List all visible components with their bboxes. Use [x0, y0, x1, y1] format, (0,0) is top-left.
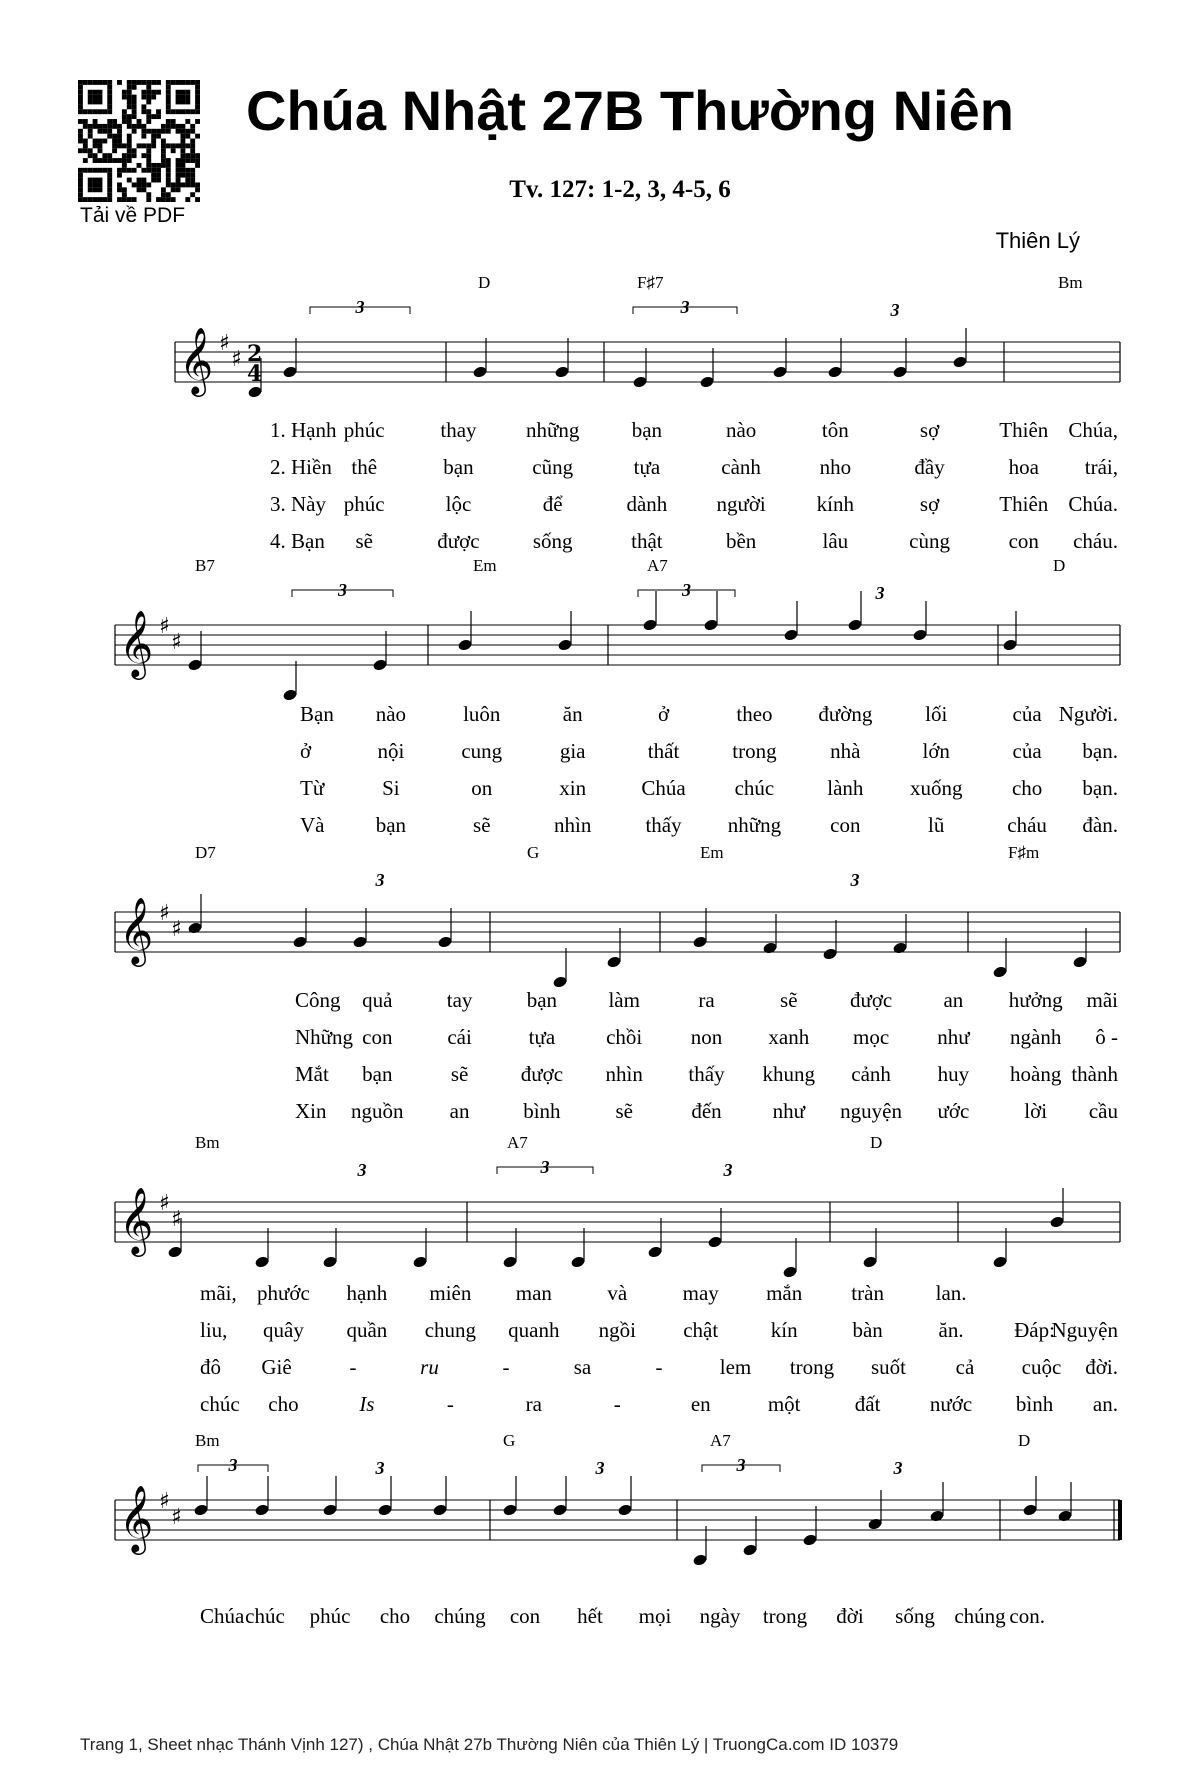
lyric-syllable: con: [362, 1025, 393, 1049]
lyric-syllable: đầy: [914, 455, 945, 479]
triplet-number: 3: [595, 1458, 605, 1478]
triplet-number: 3: [723, 1160, 733, 1180]
lyric-syllable: ra: [525, 1392, 542, 1416]
lyric-syllable: nhìn: [605, 1062, 643, 1086]
lyric-syllable: dành: [626, 492, 668, 516]
lyric-syllable: nào: [725, 418, 757, 442]
lyric-syllable: Và: [300, 813, 325, 837]
lyric-syllable: thấy: [645, 813, 682, 837]
lyric-syllable: nguyện: [840, 1099, 903, 1123]
lyric-syllable: đến: [691, 1099, 722, 1123]
lyric-syllable: en: [690, 1392, 711, 1416]
lyric-syllable: tay: [446, 988, 473, 1012]
lyric-syllable: con: [1008, 529, 1039, 553]
lyric-syllable: may: [682, 1281, 719, 1305]
triplet-number: 3: [375, 1458, 385, 1478]
lyric-syllable: chúc: [734, 776, 775, 800]
lyric-syllable: bàn: [852, 1318, 883, 1342]
lyric-syllable: -: [613, 1392, 621, 1416]
chord-symbol: A7: [710, 1431, 731, 1450]
lyric-syllable: ở: [658, 702, 670, 726]
lyric-syllable: -: [655, 1355, 663, 1379]
lyric-syllable: chung: [424, 1318, 477, 1342]
lyric-syllable: cũng: [532, 455, 574, 479]
treble-clef-icon: 𝄞: [119, 609, 154, 677]
lyric-syllable: luôn: [463, 702, 501, 726]
music-system-1: [175, 273, 1120, 553]
lyric-syllable: thấy: [688, 1062, 725, 1086]
triplet-number: 3: [850, 870, 860, 890]
lyric-syllable: theo: [736, 702, 773, 726]
lyric-syllable: Công: [295, 988, 341, 1012]
lyric-syllable: cho: [268, 1392, 299, 1416]
triplet-number: 3: [228, 1455, 238, 1475]
lyric-syllable: trong: [789, 1355, 835, 1379]
lyric-syllable: nước: [929, 1392, 973, 1416]
lyric-syllable: Is: [359, 1392, 375, 1416]
sharp-icon: ♯: [159, 1191, 170, 1216]
lyric-syllable: ngành: [1010, 1025, 1062, 1049]
music-system-4: [115, 1133, 1120, 1416]
lyric-syllable: Từ: [300, 776, 325, 800]
lyric-syllable: Nguyện: [1051, 1318, 1118, 1342]
lyric-syllable: đời.: [1085, 1355, 1118, 1379]
lyric-syllable: người: [716, 492, 766, 516]
lyric-syllable: non: [690, 1025, 723, 1049]
lyric-syllable: tựa: [633, 455, 661, 479]
chord-symbol: B7: [195, 556, 215, 575]
chord-symbol: D: [1018, 1431, 1031, 1450]
lyric-syllable: bạn: [631, 418, 663, 442]
lyric-syllable: hết: [577, 1604, 603, 1628]
lyric-syllable: đường: [818, 702, 873, 726]
lyric-syllable: ô -: [1095, 1025, 1118, 1049]
lyric-syllable: quây: [263, 1318, 304, 1342]
lyric-syllable: trong: [732, 739, 777, 763]
lyric-syllable: chúc: [245, 1604, 285, 1628]
lyric-syllable: bạn: [526, 988, 558, 1012]
lyric-syllable: an: [943, 988, 964, 1012]
lyric-syllable: làm: [608, 988, 640, 1012]
lyric-syllable: chúng: [954, 1604, 1006, 1628]
triplet-number: 3: [680, 297, 690, 317]
lyric-syllable: cung: [461, 739, 503, 763]
chord-symbol: Em: [473, 556, 497, 575]
lyric-syllable: kính: [816, 492, 855, 516]
sharp-icon: ♯: [159, 901, 170, 926]
lyric-syllable: lũ: [928, 813, 945, 837]
triplet-number: 3: [682, 580, 691, 600]
lyric-syllable: nhìn: [553, 813, 592, 837]
lyric-syllable: trong: [762, 1604, 808, 1628]
treble-clef-icon: 𝄞: [119, 1484, 154, 1552]
lyric-syllable: bình: [523, 1099, 561, 1123]
lyric-syllable: nguồn: [351, 1099, 404, 1123]
lyric-syllable: chúc: [200, 1392, 240, 1416]
sharp-icon: ♯: [219, 331, 230, 356]
lyric-syllable: sợ: [919, 418, 940, 442]
lyric-syllable: để: [542, 492, 563, 516]
triplet-number: 3: [357, 1160, 367, 1180]
lyric-syllable: ăn: [562, 702, 583, 726]
lyric-syllable: đất: [854, 1392, 881, 1416]
lyric-syllable: sống: [532, 529, 573, 553]
chord-symbol: G: [503, 1431, 516, 1450]
lyric-syllable: -: [446, 1392, 454, 1416]
lyric-syllable: cành: [721, 455, 761, 479]
lyric-syllable: phước: [257, 1281, 310, 1305]
chord-symbol: D: [478, 273, 491, 292]
lyric-syllable: nội: [377, 739, 405, 763]
chord-symbol: Bm: [1058, 273, 1083, 292]
lyric-syllable: Chúa: [200, 1604, 245, 1628]
lyric-syllable: sẽ: [355, 529, 373, 553]
lyric-syllable: cháu: [1007, 813, 1047, 837]
time-signature-top: 2: [247, 341, 263, 367]
lyric-syllable: hoa: [1008, 455, 1039, 479]
lyric-syllable: con: [509, 1604, 541, 1628]
lyric-syllable: phúc: [309, 1604, 351, 1628]
triplet-number: 3: [338, 580, 347, 600]
lyric-syllable: ra: [698, 988, 715, 1012]
chord-symbol: A7: [647, 556, 668, 575]
psalm-reference: Tv. 127: 1-2, 3, 4-5, 6: [509, 176, 731, 203]
lyric-syllable: con.: [1009, 1604, 1045, 1628]
lyric-syllable: an.: [1092, 1392, 1118, 1416]
lyric-syllable: mọc: [853, 1025, 890, 1049]
page-title: Chúa Nhật 27B Thường Niên: [246, 79, 1014, 142]
lyric-syllable: ăn.: [938, 1318, 964, 1342]
sharp-icon: ♯: [171, 1505, 182, 1530]
lyric-syllable: và: [607, 1281, 628, 1305]
lyric-syllable: hưởng: [1008, 988, 1063, 1012]
lyric-syllable: kín: [770, 1318, 798, 1342]
lyric-syllable: mọi: [638, 1604, 672, 1628]
lyric-syllable: gia: [559, 739, 586, 763]
lyric-syllable: cầu: [1088, 1099, 1118, 1123]
lyric-syllable: thất: [647, 739, 680, 763]
treble-clef-icon: 𝄞: [119, 1186, 154, 1254]
lyric-syllable: 2. Hiền: [270, 455, 332, 479]
sharp-icon: ♯: [171, 917, 182, 942]
lyric-syllable: Đáp:: [1014, 1318, 1055, 1342]
lyric-syllable: phúc: [343, 492, 385, 516]
lyric-syllable: 4. Bạn: [270, 529, 325, 553]
lyric-syllable: sẽ: [473, 813, 491, 837]
lyric-syllable: hạnh: [346, 1281, 388, 1305]
sharp-icon: ♯: [171, 630, 182, 655]
lyric-syllable: cảnh: [851, 1062, 891, 1086]
lyric-syllable: Si: [382, 776, 400, 800]
lyric-syllable: xin: [559, 776, 587, 800]
lyric-syllable: 1. Hạnh: [270, 418, 337, 442]
sharp-icon: ♯: [159, 614, 170, 639]
music-system-3: [115, 843, 1120, 1123]
lyric-syllable: cả: [955, 1355, 975, 1379]
lyric-syllable: những: [525, 418, 580, 442]
sharp-icon: ♯: [231, 347, 242, 372]
lyric-syllable: lâu: [822, 529, 849, 553]
composer-name: Thiên Lý: [995, 228, 1080, 253]
lyric-syllable: như: [772, 1099, 805, 1123]
lyric-syllable: miên: [429, 1281, 472, 1305]
lyric-syllable: tôn: [821, 418, 849, 442]
lyric-syllable: sẽ: [615, 1099, 633, 1123]
lyric-syllable: thật: [631, 529, 663, 553]
lyric-syllable: đô: [200, 1355, 221, 1379]
lyric-syllable: một: [767, 1392, 801, 1416]
chord-symbol: D: [1053, 556, 1066, 575]
lyric-syllable: mãi: [1086, 988, 1118, 1012]
lyric-syllable: nào: [375, 702, 407, 726]
treble-clef-icon: 𝄞: [119, 896, 154, 964]
lyric-syllable: xanh: [768, 1025, 810, 1049]
lyric-syllable: Xin: [295, 1099, 327, 1123]
lyric-syllable: Thiên: [999, 492, 1049, 516]
lyric-syllable: Những: [295, 1025, 354, 1049]
lyric-syllable: Chúa,: [1068, 418, 1118, 442]
chord-symbol: D: [870, 1133, 883, 1152]
lyric-syllable: Chúa.: [1068, 492, 1118, 516]
lyric-syllable: bình: [1015, 1392, 1054, 1416]
lyric-syllable: phúc: [343, 418, 385, 442]
lyric-syllable: được: [849, 988, 893, 1012]
lyric-syllable: chúng: [434, 1604, 486, 1628]
lyric-syllable: của: [1012, 739, 1042, 763]
lyric-syllable: ru: [420, 1355, 439, 1379]
lyric-syllable: bạn: [443, 455, 474, 479]
lyric-syllable: Bạn: [300, 702, 334, 726]
chord-symbol: D7: [195, 843, 216, 862]
lyric-syllable: hoàng: [1010, 1062, 1062, 1086]
lyric-syllable: sẽ: [450, 1062, 469, 1086]
lyric-syllable: sa: [573, 1355, 592, 1379]
lyric-syllable: được: [437, 529, 480, 553]
page-footer: Trang 1, Sheet nhạc Thánh Vịnh 127) , Chúa Nhật 27b Thường Niên của Thiên Lý | TruongCa.com ID 10379: [80, 1735, 899, 1754]
lyric-syllable: bạn: [375, 813, 407, 837]
triplet-number: 3: [540, 1157, 550, 1177]
lyric-syllable: cuộc: [1021, 1355, 1062, 1379]
lyric-syllable: Chúa: [641, 776, 686, 800]
triplet-number: 3: [890, 300, 900, 320]
lyric-syllable: liu,: [200, 1318, 228, 1342]
lyric-syllable: lan.: [935, 1281, 967, 1305]
chord-symbol: G: [527, 843, 540, 862]
lyric-syllable: sẽ: [780, 988, 798, 1012]
lyric-syllable: Người.: [1058, 702, 1118, 726]
lyric-syllable: ngày: [699, 1604, 741, 1628]
lyric-syllable: lộc: [445, 492, 472, 516]
lyric-syllable: sợ: [919, 492, 940, 516]
lyric-syllable: tựa: [528, 1025, 556, 1049]
lyric-syllable: nhà: [830, 739, 861, 763]
lyric-syllable: bạn.: [1082, 776, 1118, 800]
music-system-5: [115, 1431, 1120, 1628]
lyric-syllable: quanh: [508, 1318, 560, 1342]
lyric-syllable: lành: [827, 776, 864, 800]
lyric-syllable: nho: [819, 455, 852, 479]
lyric-syllable: ước: [937, 1099, 970, 1123]
lyric-syllable: ngồi: [598, 1318, 636, 1342]
lyric-syllable: on: [471, 776, 493, 800]
triplet-number: 3: [893, 1458, 903, 1478]
triplet-number: 3: [875, 583, 885, 603]
triplet-number: 3: [736, 1455, 746, 1475]
lyric-syllable: mắn: [766, 1281, 803, 1305]
lyric-syllable: quần: [346, 1318, 388, 1342]
music-system-2: [115, 556, 1120, 837]
chord-symbol: F♯m: [1008, 843, 1040, 862]
lyric-syllable: suốt: [870, 1355, 907, 1379]
lyric-syllable: cho: [379, 1604, 411, 1628]
sharp-icon: ♯: [159, 1489, 170, 1514]
lyric-syllable: con: [830, 813, 861, 837]
lyric-syllable: lem: [719, 1355, 752, 1379]
lyric-syllable: thành: [1071, 1062, 1118, 1086]
lyric-syllable: chật: [683, 1318, 719, 1342]
lyric-syllable: huy: [937, 1062, 970, 1086]
lyric-syllable: cùng: [909, 529, 950, 553]
sharp-icon: ♯: [171, 1207, 182, 1232]
lyric-syllable: sống: [895, 1604, 935, 1628]
chord-symbol: Bm: [195, 1431, 220, 1450]
lyric-syllable: 3. Này: [270, 492, 326, 516]
chord-symbol: A7: [507, 1133, 528, 1152]
download-pdf-label[interactable]: Tải về PDF: [80, 204, 186, 227]
lyric-syllable: bạn: [362, 1062, 393, 1086]
lyric-syllable: Thiên: [999, 418, 1049, 442]
lyric-syllable: trái,: [1084, 455, 1118, 479]
lyric-syllable: lớn: [922, 739, 950, 763]
treble-clef-icon: 𝄞: [179, 326, 214, 394]
lyric-syllable: cháu.: [1073, 529, 1118, 553]
lyric-syllable: như: [937, 1025, 970, 1049]
lyric-syllable: của: [1012, 702, 1042, 726]
lyric-syllable: -: [502, 1355, 510, 1379]
lyric-syllable: lời: [1024, 1099, 1048, 1123]
lyric-syllable: khung: [762, 1062, 816, 1086]
lyric-syllable: -: [349, 1355, 357, 1379]
triplet-number: 3: [355, 297, 365, 317]
chord-symbol: Bm: [195, 1133, 220, 1152]
chord-symbol: F♯7: [637, 273, 664, 292]
lyric-syllable: Giê: [261, 1355, 292, 1379]
time-signature-bottom: 4: [247, 361, 263, 387]
lyric-syllable: tràn: [851, 1281, 884, 1305]
lyric-syllable: Mắt: [295, 1062, 329, 1086]
lyric-syllable: cái: [447, 1025, 472, 1049]
lyric-syllable: được: [520, 1062, 564, 1086]
lyric-syllable: chồi: [606, 1025, 643, 1049]
chord-symbol: Em: [700, 843, 724, 862]
lyric-syllable: quả: [362, 988, 393, 1012]
lyric-syllable: an: [449, 1099, 470, 1123]
lyric-syllable: bạn.: [1082, 739, 1118, 763]
lyric-syllable: cho: [1011, 776, 1043, 800]
lyric-syllable: thê: [351, 455, 378, 479]
lyric-syllable: những: [727, 813, 782, 837]
lyric-syllable: mãi,: [200, 1281, 237, 1305]
triplet-number: 3: [375, 870, 385, 890]
lyric-syllable: đàn.: [1082, 813, 1118, 837]
lyric-syllable: ở: [300, 739, 312, 763]
lyric-syllable: lối: [925, 702, 948, 726]
lyric-syllable: man: [515, 1281, 552, 1305]
lyric-syllable: xuống: [909, 776, 963, 800]
lyric-syllable: thay: [440, 418, 477, 442]
lyric-syllable: đời: [836, 1604, 864, 1628]
lyric-syllable: bền: [725, 529, 757, 553]
